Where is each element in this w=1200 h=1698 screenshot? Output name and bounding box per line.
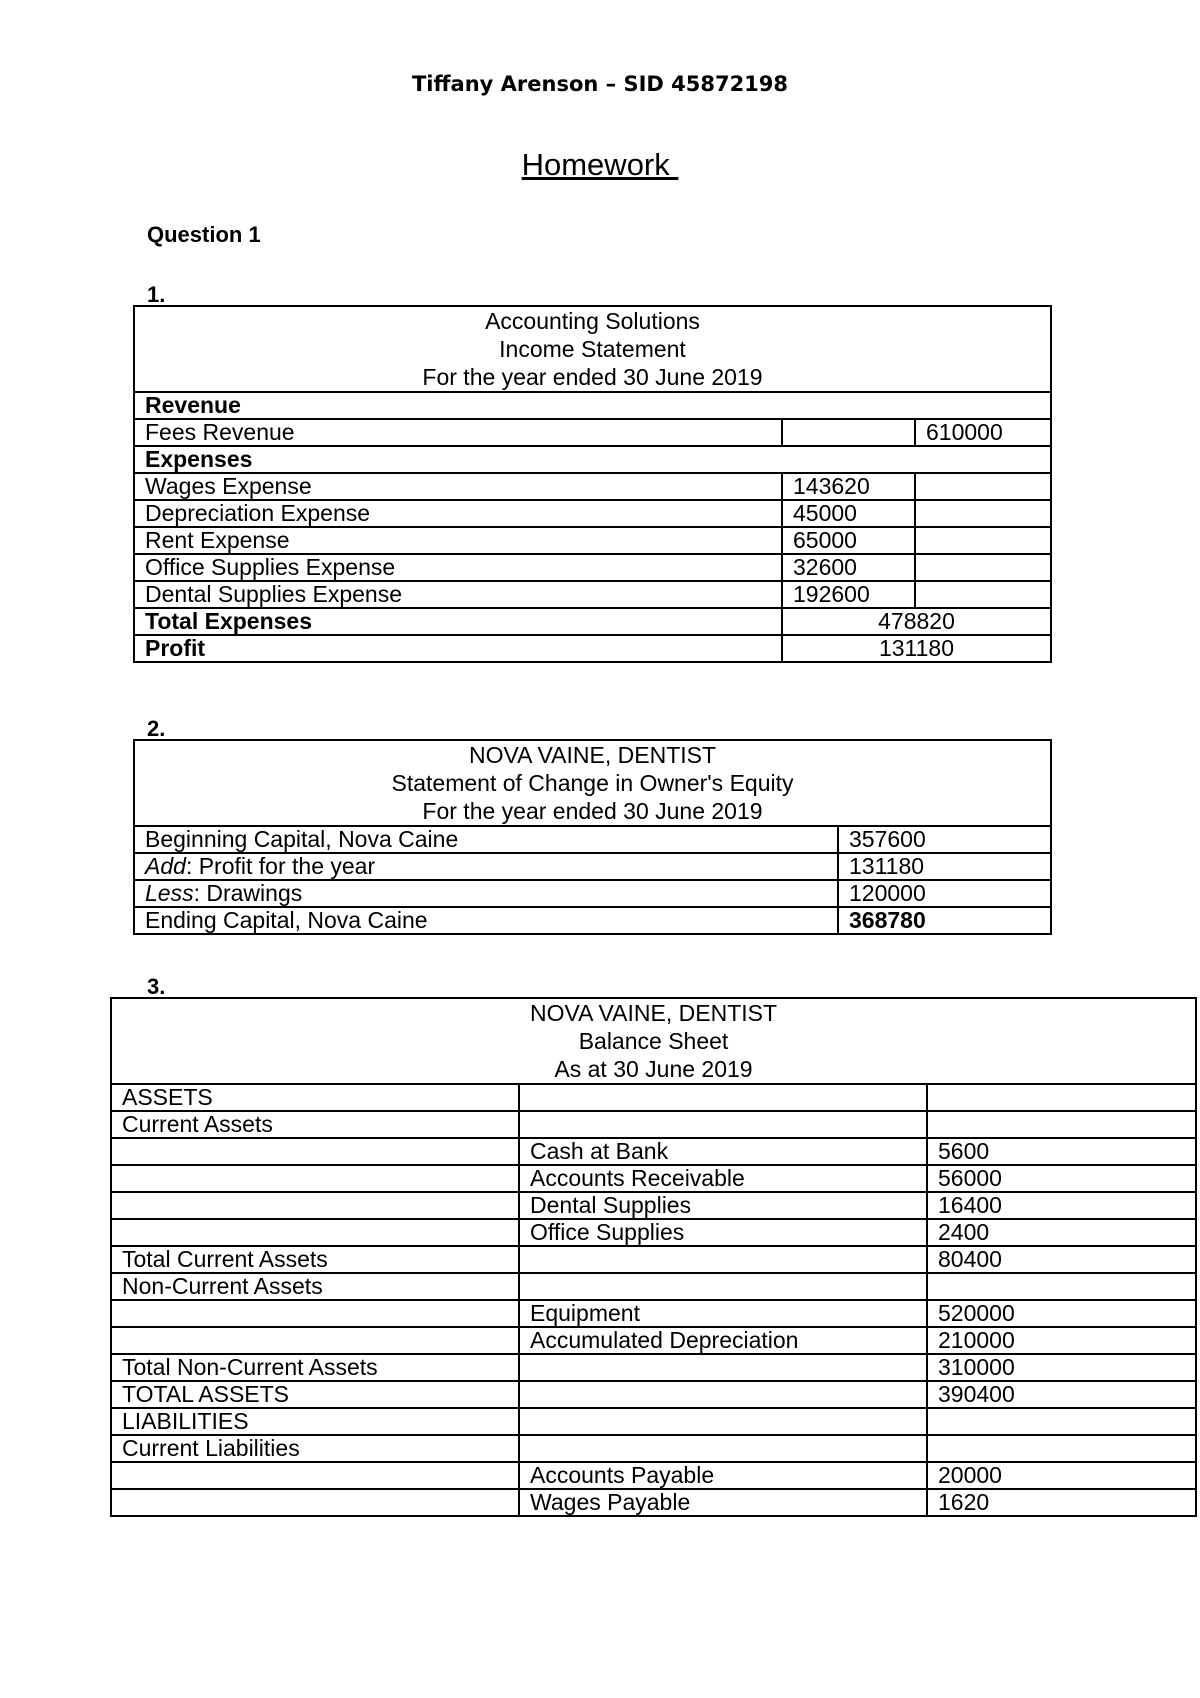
table-row xyxy=(134,554,1051,581)
table-row xyxy=(111,1408,1196,1435)
cell-b: Dental Supplies xyxy=(519,1192,927,1219)
cell-c xyxy=(927,1273,1196,1300)
table-row xyxy=(111,1219,1196,1246)
page-title: Homework xyxy=(521,147,679,182)
row-value: 192600 xyxy=(782,581,915,608)
cell-c xyxy=(927,1435,1196,1462)
cell-a xyxy=(111,1327,519,1354)
table-row xyxy=(111,1246,1196,1273)
table-row xyxy=(111,1435,1196,1462)
cell-c: 310000 xyxy=(927,1354,1196,1381)
empty-cell xyxy=(915,527,1051,554)
row-label xyxy=(134,853,838,880)
cell-b: Accumulated Depreciation xyxy=(519,1327,927,1354)
empty-cell xyxy=(915,554,1051,581)
profit-row xyxy=(134,635,1051,662)
table-row xyxy=(134,826,1051,853)
table-row xyxy=(111,1489,1196,1516)
row-label: Wages Expense xyxy=(134,473,782,500)
q1-number: 1. xyxy=(147,282,166,307)
row-value: 131180 xyxy=(838,853,1051,880)
add-prefix: Add xyxy=(145,853,186,879)
cell-c xyxy=(927,1408,1196,1435)
statement-name: Income Statement xyxy=(499,336,686,362)
cell-a: Total Non-Current Assets xyxy=(111,1354,519,1381)
cell-c: 16400 xyxy=(927,1192,1196,1219)
total-expenses-row xyxy=(134,608,1051,635)
cell-b: Wages Payable xyxy=(519,1489,927,1516)
cell-a xyxy=(111,1192,519,1219)
cell-c: 1620 xyxy=(927,1489,1196,1516)
row-label: Profit xyxy=(134,635,782,662)
cell-c: 20000 xyxy=(927,1462,1196,1489)
cell-b xyxy=(519,1273,927,1300)
table-row xyxy=(111,1111,1196,1138)
ending-capital-row xyxy=(134,907,1051,934)
row-label xyxy=(134,880,838,907)
company-name: NOVA VAINE, DENTIST xyxy=(529,1000,778,1026)
table-row xyxy=(111,1354,1196,1381)
less-text: : Drawings xyxy=(193,880,303,906)
cell-c: 520000 xyxy=(927,1300,1196,1327)
row-value: 120000 xyxy=(838,880,1051,907)
statement-name: Balance Sheet xyxy=(578,1028,729,1054)
cell-c xyxy=(927,1111,1196,1138)
cell-a xyxy=(111,1300,519,1327)
q2-number: 2. xyxy=(147,716,166,741)
row-label: Dental Supplies Expense xyxy=(134,581,782,608)
cell-a: Total Current Assets xyxy=(111,1246,519,1273)
cell-b xyxy=(519,1111,927,1138)
cell-b: Cash at Bank xyxy=(519,1138,927,1165)
table-row xyxy=(134,853,1051,880)
table-row xyxy=(111,1192,1196,1219)
cell-c xyxy=(927,1084,1196,1111)
cell-a xyxy=(111,1219,519,1246)
cell-a: ASSETS xyxy=(111,1084,519,1111)
cell-b: Equipment xyxy=(519,1300,927,1327)
table-row xyxy=(134,419,1051,446)
student-header: Tiffany Arenson – SID 45872198 xyxy=(411,72,789,96)
row-value: 131180 xyxy=(782,635,1051,662)
table-row xyxy=(134,500,1051,527)
cell-a xyxy=(111,1462,519,1489)
cell-b xyxy=(519,1246,927,1273)
question-label: Question 1 xyxy=(147,222,261,247)
income-statement-table xyxy=(133,305,1052,663)
row-value: 368780 xyxy=(838,907,1051,934)
table-row xyxy=(111,1165,1196,1192)
cell-a: LIABILITIES xyxy=(111,1408,519,1435)
cell-c: 390400 xyxy=(927,1381,1196,1408)
statement-name: Statement of Change in Owner's Equity xyxy=(391,770,794,796)
cell-c: 210000 xyxy=(927,1327,1196,1354)
owners-equity-table xyxy=(133,739,1052,935)
cell-b xyxy=(519,1354,927,1381)
less-prefix: Less xyxy=(145,880,194,906)
company-name: NOVA VAINE, DENTIST xyxy=(468,742,717,768)
statement-period: For the year ended 30 June 2019 xyxy=(422,798,763,824)
cell-a: Current Assets xyxy=(111,1111,519,1138)
row-label: Rent Expense xyxy=(134,527,782,554)
table-row xyxy=(111,1462,1196,1489)
cell-a xyxy=(111,1138,519,1165)
cell-a xyxy=(111,1165,519,1192)
empty-cell xyxy=(915,581,1051,608)
row-label: Beginning Capital, Nova Caine xyxy=(134,826,838,853)
table-row xyxy=(134,527,1051,554)
row-value: 357600 xyxy=(838,826,1051,853)
table-row xyxy=(134,581,1051,608)
row-label: Fees Revenue xyxy=(134,419,782,446)
balance-sheet-header xyxy=(111,998,1196,1084)
row-label: Total Expenses xyxy=(134,608,782,635)
expenses-heading: Expenses xyxy=(134,446,1051,473)
cell-c: 56000 xyxy=(927,1165,1196,1192)
row-value: 143620 xyxy=(782,473,915,500)
revenue-heading: Revenue xyxy=(134,392,1051,419)
cell-b: Office Supplies xyxy=(519,1219,927,1246)
statement-period: For the year ended 30 June 2019 xyxy=(422,364,763,390)
table-row xyxy=(111,1381,1196,1408)
income-statement-header xyxy=(134,306,1051,392)
cell-b xyxy=(519,1381,927,1408)
row-value: 45000 xyxy=(782,500,915,527)
table-row xyxy=(134,880,1051,907)
cell-b: Accounts Payable xyxy=(519,1462,927,1489)
cell-a: Non-Current Assets xyxy=(111,1273,519,1300)
balance-sheet-table xyxy=(110,997,1197,1517)
cell-c: 5600 xyxy=(927,1138,1196,1165)
q3-number: 3. xyxy=(147,974,166,999)
row-label: Ending Capital, Nova Caine xyxy=(134,907,838,934)
row-value: 65000 xyxy=(782,527,915,554)
table-row xyxy=(111,1273,1196,1300)
cell-b xyxy=(519,1408,927,1435)
row-value: 32600 xyxy=(782,554,915,581)
owners-equity-header xyxy=(134,740,1051,826)
company-name: Accounting Solutions xyxy=(485,308,700,334)
table-row xyxy=(134,473,1051,500)
cell-a: Current Liabilities xyxy=(111,1435,519,1462)
cell-b xyxy=(519,1435,927,1462)
cell-b: Accounts Receivable xyxy=(519,1165,927,1192)
row-label: Depreciation Expense xyxy=(134,500,782,527)
cell-c: 80400 xyxy=(927,1246,1196,1273)
cell-b xyxy=(519,1084,927,1111)
table-row xyxy=(111,1084,1196,1111)
cell-a: TOTAL ASSETS xyxy=(111,1381,519,1408)
table-row xyxy=(111,1138,1196,1165)
empty-cell xyxy=(915,500,1051,527)
row-value: 478820 xyxy=(782,608,1051,635)
table-row xyxy=(111,1327,1196,1354)
empty-cell xyxy=(782,419,915,446)
empty-cell xyxy=(915,473,1051,500)
add-text: : Profit for the year xyxy=(185,853,376,879)
cell-a xyxy=(111,1489,519,1516)
cell-c: 2400 xyxy=(927,1219,1196,1246)
statement-period: As at 30 June 2019 xyxy=(554,1056,753,1082)
table-row xyxy=(111,1300,1196,1327)
row-value: 610000 xyxy=(915,419,1051,446)
row-label: Office Supplies Expense xyxy=(134,554,782,581)
